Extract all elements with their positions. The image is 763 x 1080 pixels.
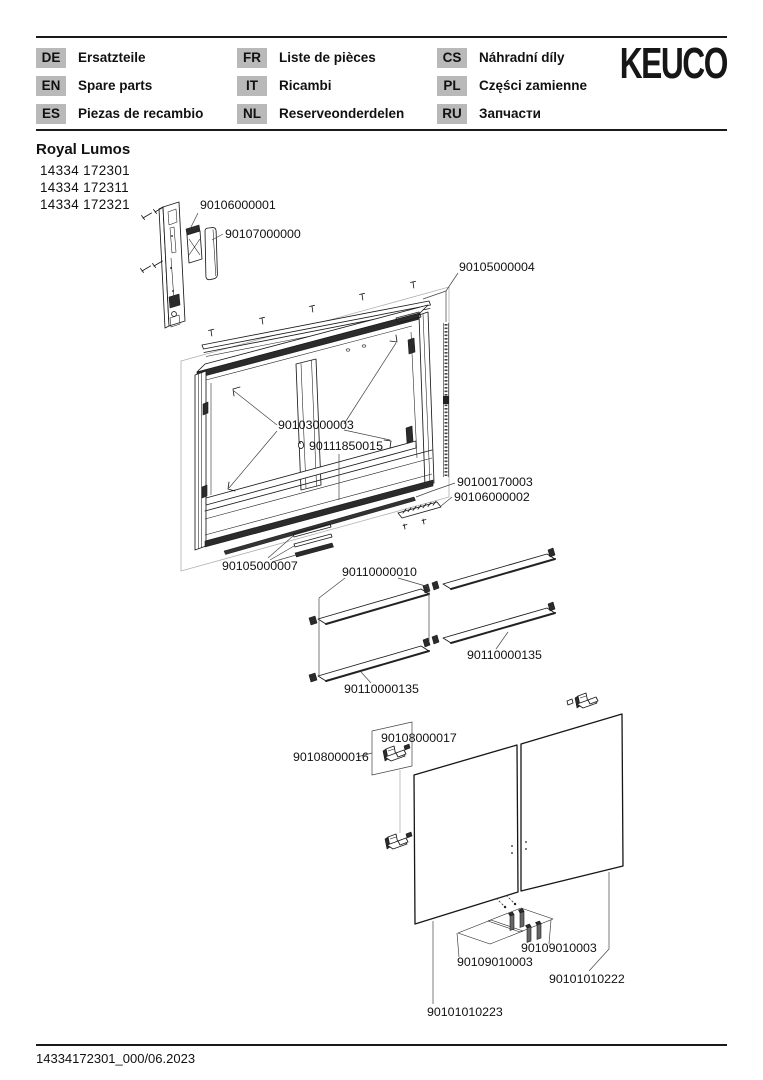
- part-label: 90106000001: [200, 198, 276, 212]
- lang-badge-de: DE: [36, 48, 66, 68]
- keuco-logo: KEUCO: [619, 39, 727, 88]
- part-label: 90109010003: [457, 955, 533, 969]
- sku-3: 14334 172321: [40, 197, 130, 212]
- lang-label-ru: Запчасти: [479, 106, 541, 121]
- part-label: 90105000007: [222, 559, 298, 573]
- mounting-rail: [202, 301, 431, 357]
- sku-2: 14334 172311: [40, 180, 129, 195]
- lang-badge-cs: CS: [437, 48, 467, 68]
- lang-label-pl: Części zamienne: [479, 78, 588, 93]
- part-label: 90105000004: [459, 260, 535, 274]
- lang-label-it: Ricambi: [279, 78, 332, 93]
- part-label: 90101010223: [427, 1005, 503, 1019]
- part-label: 90108000016: [293, 750, 369, 764]
- led-strip: [443, 323, 449, 477]
- mirror-door: [414, 714, 623, 924]
- part-label: 90109010003: [521, 941, 597, 955]
- footer-rule: [36, 1044, 727, 1046]
- lang-label-de: Ersatzteile: [78, 50, 146, 65]
- sku-1: 14334 172301: [40, 163, 130, 178]
- hinge: [383, 746, 406, 761]
- lang-badge-nl: NL: [237, 104, 267, 124]
- lang-badge-it: IT: [237, 76, 267, 96]
- part-label: 90103000003: [278, 418, 354, 432]
- lang-badge-ru: RU: [437, 104, 467, 124]
- part-label: 90106000002: [454, 490, 530, 504]
- lang-label-nl: Reserveonderdelen: [279, 106, 405, 121]
- lang-label-en: Spare parts: [78, 78, 153, 93]
- lang-badge-pl: PL: [437, 76, 467, 96]
- part-label: 90107000000: [225, 227, 301, 241]
- hinge: [575, 693, 598, 708]
- product-name: Royal Lumos: [36, 141, 131, 158]
- part-label: 90110000010: [342, 565, 417, 579]
- part-label: 90100170003: [457, 475, 533, 489]
- lang-badge-en: EN: [36, 76, 66, 96]
- footer-doc-number: 14334172301_000/06.2023: [36, 1051, 196, 1066]
- part-label: 90108000017: [381, 731, 457, 745]
- part-label: 90111850015: [309, 439, 383, 453]
- lang-label-es: Piezas de recambio: [78, 106, 204, 121]
- hinge: [385, 834, 408, 849]
- lang-badge-es: ES: [36, 104, 66, 124]
- part-label: 90110000135: [467, 648, 542, 662]
- light-module: [186, 225, 202, 263]
- part-label: 90101010222: [549, 972, 625, 986]
- lang-label-cs: Náhradní díly: [479, 50, 565, 65]
- part-label: 90110000135: [344, 682, 419, 696]
- lang-badge-fr: FR: [237, 48, 267, 68]
- lang-label-fr: Liste de pièces: [279, 50, 376, 65]
- mounting-strip: [159, 202, 185, 328]
- bottom-light-rail: [224, 497, 416, 555]
